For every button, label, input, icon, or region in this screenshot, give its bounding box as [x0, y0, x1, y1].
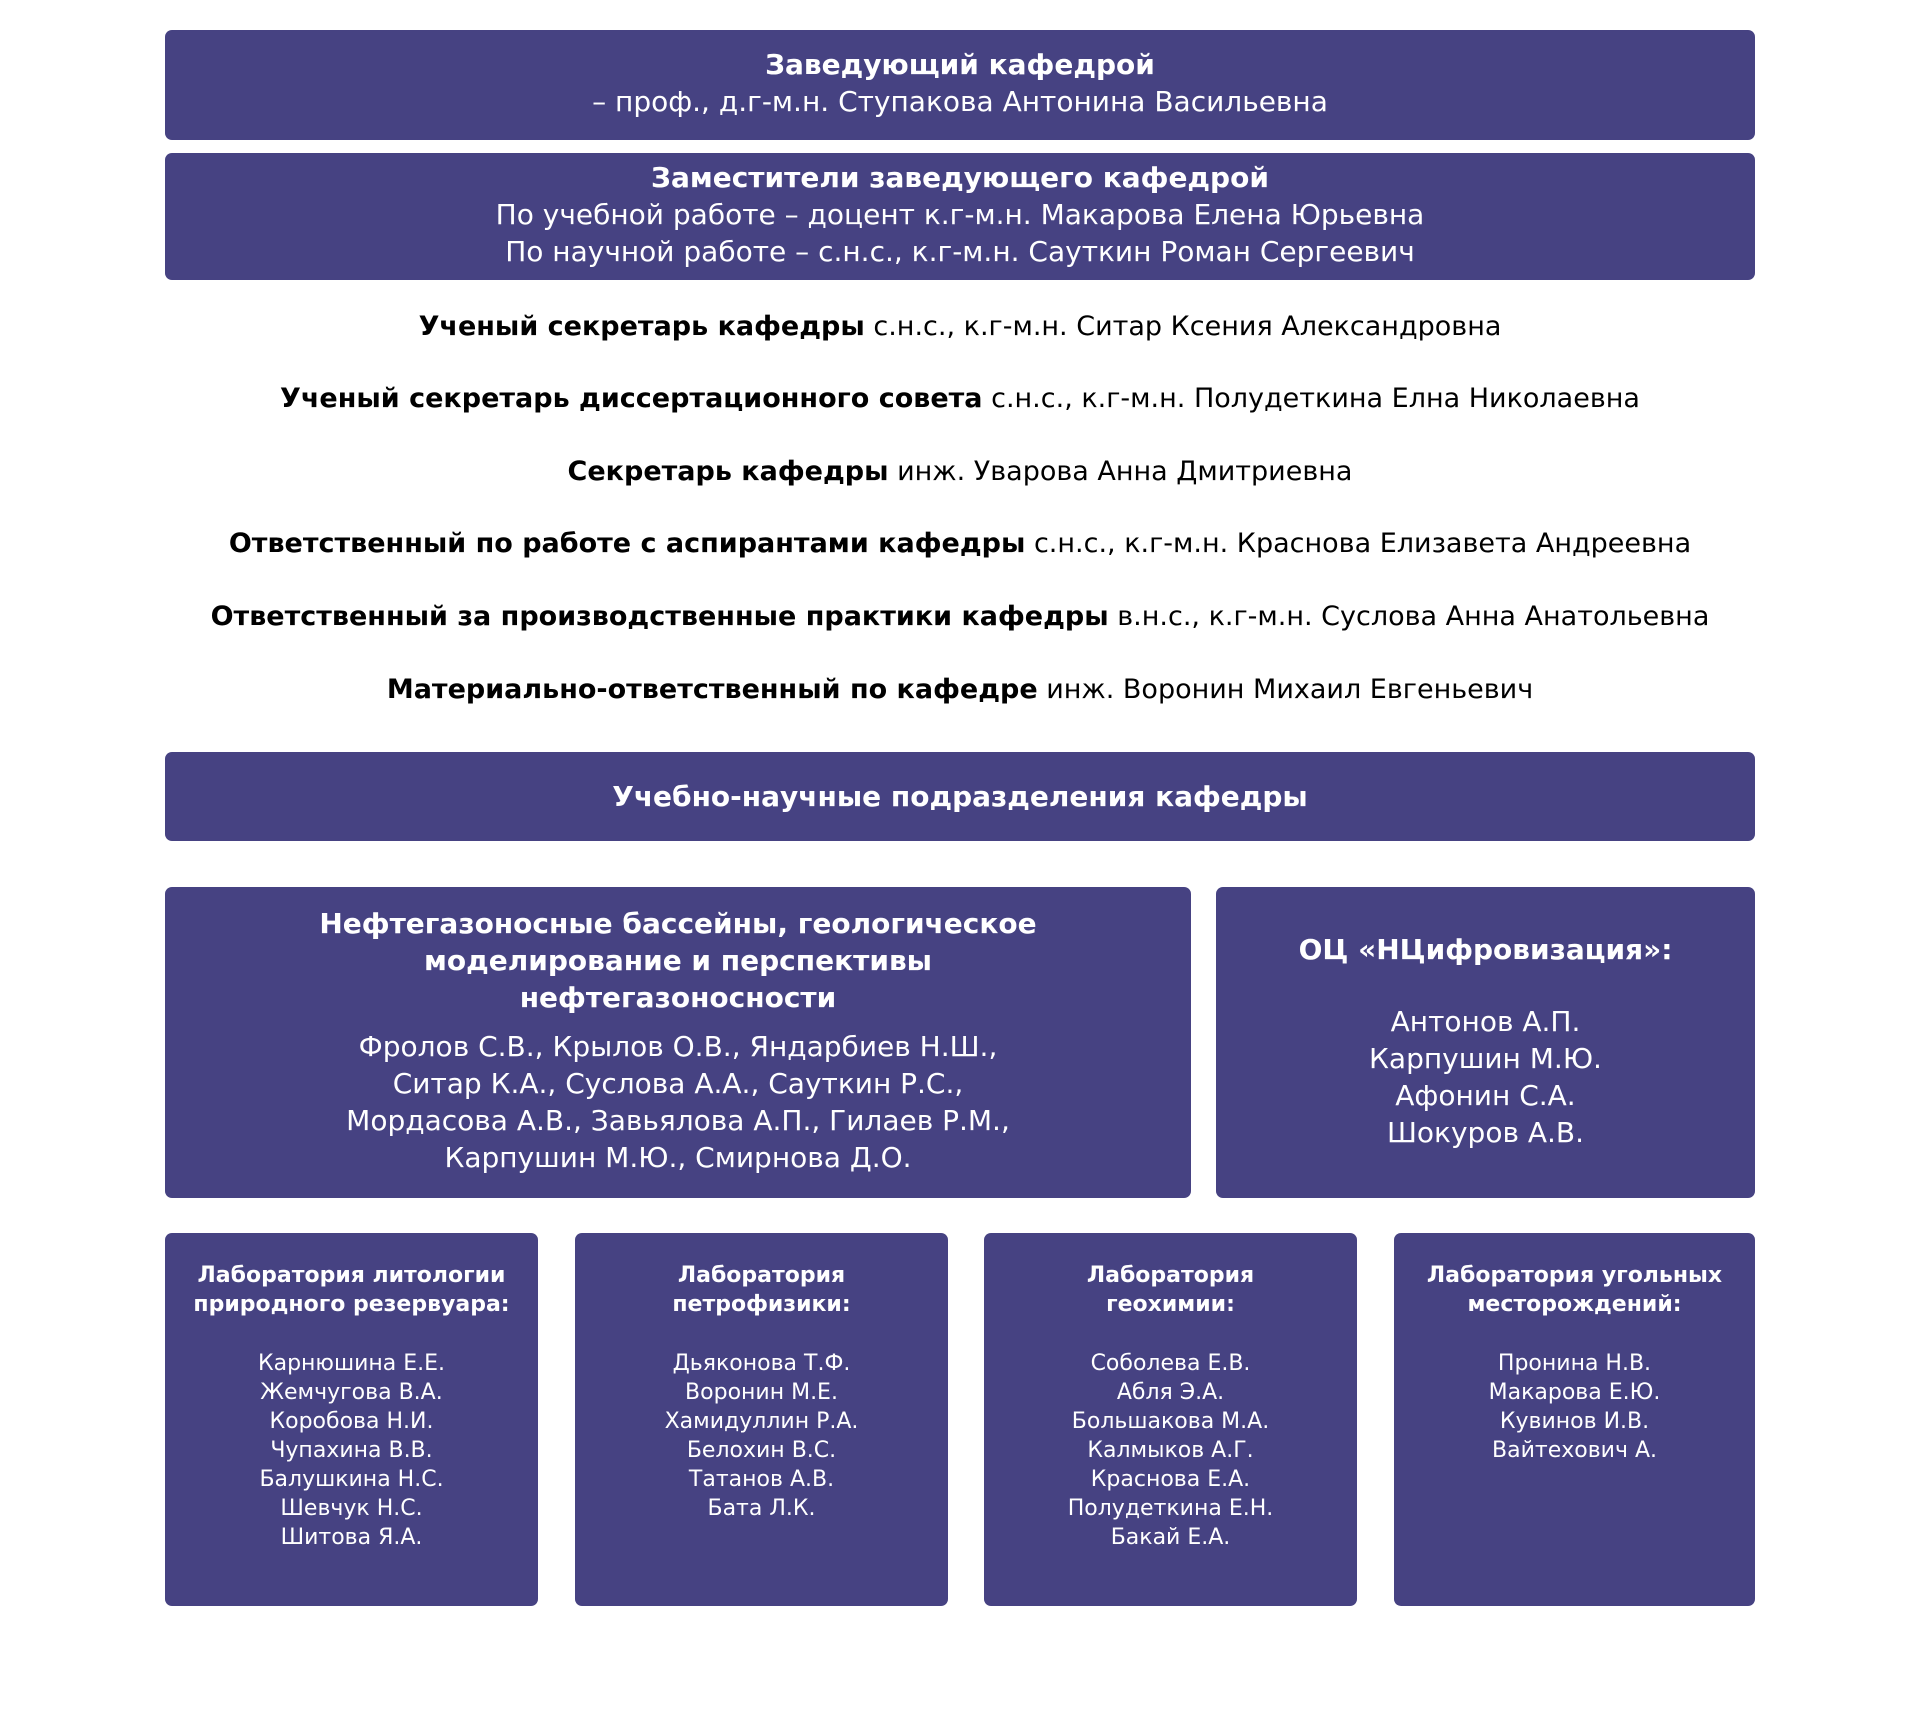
member: Антонов А.П.: [1390, 1005, 1581, 1038]
oc-box: [1216, 887, 1755, 1198]
member: Шевчук Н.С.: [280, 1496, 423, 1521]
role-title: Ученый секретарь кафедры: [418, 311, 865, 342]
member: Кувинов И.В.: [1499, 1409, 1650, 1434]
neft-title: [165, 905, 1191, 1016]
role-line: [0, 599, 1920, 635]
neft-members: [165, 1028, 1191, 1176]
title-line: Лаборатория: [677, 1263, 846, 1288]
lab-members: [984, 1349, 1357, 1552]
role-title: Ученый секретарь диссертационного совета: [280, 383, 983, 414]
member: Хамидуллин Р.А.: [664, 1409, 859, 1434]
title-line: месторождений:: [1467, 1292, 1682, 1317]
member: Дьяконова Т.Ф.: [672, 1351, 851, 1376]
member: Пронина Н.В.: [1497, 1351, 1652, 1376]
title-line: природного резервуара:: [193, 1292, 510, 1317]
member: Коробова Н.И.: [269, 1409, 434, 1434]
title-line: Нефтегазоносные бассейны, геологическое: [319, 907, 1037, 940]
lab-title: [575, 1261, 948, 1319]
lab-box: [984, 1233, 1357, 1606]
member: Калмыков А.Г.: [1087, 1438, 1254, 1463]
member: Макарова Е.Ю.: [1488, 1380, 1661, 1405]
member: Абля Э.А.: [1116, 1380, 1225, 1405]
neft-group-box: [165, 887, 1191, 1198]
title-line: моделирование и перспективы: [423, 944, 933, 977]
member: Краснова Е.А.: [1090, 1467, 1251, 1492]
lab-members: [165, 1349, 538, 1552]
lab-members: [1394, 1349, 1755, 1465]
head-of-department-box: [165, 30, 1755, 140]
member: Бакай Е.А.: [1110, 1525, 1231, 1550]
member: Карнюшина Е.Е.: [257, 1351, 446, 1376]
oc-title: ОЦ «НЦифровизация»:: [1298, 933, 1673, 966]
lab-title: [1394, 1261, 1755, 1319]
role-line: [0, 309, 1920, 345]
role-line: [0, 672, 1920, 708]
role-title: Ответственный по работе с аспирантами кафедры: [228, 528, 1026, 559]
member: Соболева Е.В.: [1090, 1351, 1251, 1376]
role-title: Материально-ответственный по кафедре: [386, 674, 1038, 705]
title-line: Лаборатория литологии: [197, 1263, 506, 1288]
member: Воронин М.Е.: [685, 1380, 838, 1405]
deputies-title: Заместители заведующего кафедрой: [651, 161, 1269, 194]
lab-members: [575, 1349, 948, 1523]
member-line: Мордасова А.В., Завьялова А.П., Гилаев Р.М.,: [346, 1104, 1010, 1137]
member: Афонин С.А.: [1395, 1079, 1576, 1112]
title-line: Лаборатория угольных: [1426, 1263, 1723, 1288]
head-title: Заведующий кафедрой: [765, 48, 1155, 81]
member-line: Ситар К.А., Суслова А.А., Сауткин Р.С.,: [392, 1067, 964, 1100]
member: Жемчугова В.А.: [260, 1380, 443, 1405]
role-title: Секретарь кафедры: [567, 456, 889, 487]
role-person: в.н.с., к.г-м.н. Суслова Анна Анатольевна: [1108, 601, 1710, 632]
member: Татанов А.В.: [688, 1467, 835, 1492]
member: Вайтехович А.: [1492, 1438, 1657, 1463]
lab-box: [575, 1233, 948, 1606]
title-line: геохимии:: [1106, 1292, 1235, 1317]
role-title: Ответственный за производственные практики кафедры: [210, 601, 1109, 632]
oc-members: [1216, 1003, 1755, 1151]
member: Чупахина В.В.: [270, 1438, 433, 1463]
member: Шокуров А.В.: [1386, 1116, 1585, 1149]
role-line: [0, 381, 1920, 417]
title-line: нефтегазоносности: [519, 981, 837, 1014]
member: Карпушин М.Ю.: [1369, 1042, 1602, 1075]
title-line: петрофизики:: [672, 1292, 851, 1317]
role-person: с.н.с., к.г-м.н. Ситар Ксения Александровна: [864, 311, 1502, 342]
head-name: – проф., д.г-м.н. Ступакова Антонина Васильевна: [592, 85, 1328, 118]
role-line: [0, 454, 1920, 490]
role-person: инж. Уварова Анна Дмитриевна: [888, 456, 1353, 487]
units-header: Учебно-научные подразделения кафедры: [165, 752, 1755, 841]
role-person: с.н.с., к.г-м.н. Полудеткина Елна Николаевна: [982, 383, 1640, 414]
lab-box: [165, 1233, 538, 1606]
deputy-line: По научной работе – с.н.с., к.г-м.н. Сауткин Роман Сергеевич: [505, 235, 1415, 268]
lab-title: [984, 1261, 1357, 1319]
member: Бата Л.К.: [707, 1496, 816, 1521]
role-line: [0, 526, 1920, 562]
deputy-line: По учебной работе – доцент к.г-м.н. Макарова Елена Юрьевна: [495, 198, 1425, 231]
deputies-box: [165, 153, 1755, 280]
role-person: с.н.с., к.г-м.н. Краснова Елизавета Андреевна: [1025, 528, 1692, 559]
role-person: инж. Воронин Михаил Евгеньевич: [1037, 674, 1534, 705]
member: Балушкина Н.С.: [259, 1467, 444, 1492]
title-line: Лаборатория: [1086, 1263, 1255, 1288]
member: Шитова Я.А.: [280, 1525, 423, 1550]
lab-title: [165, 1261, 538, 1319]
member: Белохин В.С.: [686, 1438, 837, 1463]
lab-box: [1394, 1233, 1755, 1606]
member-line: Карпушин М.Ю., Смирнова Д.О.: [444, 1141, 912, 1174]
member: Полудеткина Е.Н.: [1067, 1496, 1274, 1521]
member-line: Фролов С.В., Крылов О.В., Яндарбиев Н.Ш.,: [358, 1030, 998, 1063]
member: Большакова М.А.: [1071, 1409, 1270, 1434]
